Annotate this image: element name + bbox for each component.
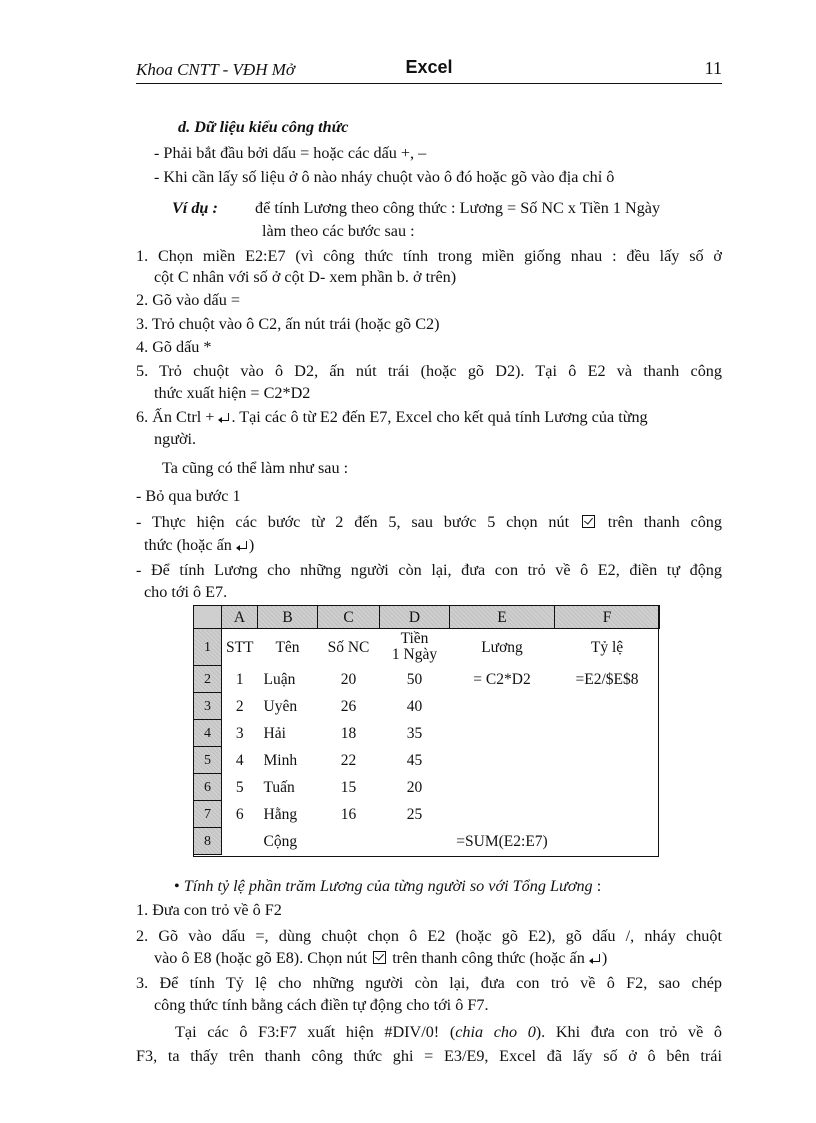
cell: Tên — [275, 638, 300, 656]
row-header: 5 — [194, 747, 222, 774]
cell — [450, 720, 555, 747]
rule-bullet-1: - Phải bắt đầu bởi dấu = hoặc các dấu +, – — [154, 144, 427, 162]
alt-step-1: - Bỏ qua bước 1 — [136, 487, 241, 505]
final-para-line-2: F3, ta thấy trên thanh công thức ghi = E3/E9, Excel đã lấy số ở ô bên trái — [136, 1047, 722, 1065]
cell-line: Tiền — [400, 630, 429, 648]
final-para-suffix: ). Khi đưa con trỏ về ô — [535, 1023, 723, 1041]
table-row — [194, 720, 660, 747]
percent-step-3-line-1: 3. Để tính Tỷ lệ cho những người còn lại, đưa con trỏ về ô F2, sao chép — [136, 974, 722, 992]
cell: Hải — [263, 724, 286, 742]
header-faculty: Khoa CNTT - VĐH Mở — [136, 60, 295, 79]
alt-step-2b-suffix: ) — [248, 536, 255, 554]
checkmark-button-icon — [582, 515, 595, 528]
section-title: d. Dữ liệu kiểu công thức — [178, 118, 349, 136]
header-rule — [136, 83, 722, 84]
cell: 2 — [235, 697, 244, 715]
step-1-line-1: 1. Chọn miền E2:E7 (vì công thức tính trong miền giống nhau : đều lấy số ở — [136, 247, 722, 265]
percent-step-2b-end: ) — [601, 949, 608, 967]
cell — [450, 747, 555, 774]
cell: Lương — [481, 638, 523, 656]
cell: Luận — [263, 670, 296, 688]
cell: =SUM(E2:E7) — [456, 832, 548, 850]
cell: 35 — [406, 724, 423, 742]
alt-step-2-suffix: trên thanh công — [607, 513, 722, 531]
row-header: 7 — [194, 801, 222, 828]
alt-intro: Ta cũng có thể làm như sau : — [162, 459, 349, 477]
column-header: F — [555, 606, 660, 629]
page-header — [136, 56, 722, 82]
column-header: C — [318, 606, 380, 629]
final-para-italic: chia cho 0 — [455, 1023, 536, 1041]
percent-title: Tính tỷ lệ phần trăm Lương của từng người so với Tổng Lương — [183, 877, 593, 895]
cell: 1 — [235, 670, 244, 688]
percent-title-colon: : — [592, 877, 602, 895]
alt-step-2-line-2 — [144, 535, 254, 555]
bullet: • — [174, 877, 180, 895]
cell: 50 — [406, 670, 423, 688]
table-row — [194, 801, 660, 828]
cell: 3 — [235, 724, 244, 742]
table-row — [194, 747, 660, 774]
cell: Tỷ lệ — [590, 638, 624, 656]
step-2: 2. Gõ vào dấu = — [136, 291, 240, 309]
step-1-line-2: cột C nhân với số ở cột D- xem phần b. ở trên) — [154, 268, 457, 286]
table-row — [194, 666, 660, 693]
final-para-line-1 — [175, 1022, 722, 1042]
step-6-line-2: người. — [154, 430, 197, 448]
column-header: D — [380, 606, 450, 629]
cell: 25 — [406, 805, 423, 823]
enter-key-icon — [237, 541, 248, 550]
step-4: 4. Gõ dấu * — [136, 338, 212, 356]
cell: 5 — [235, 778, 244, 796]
step-5-line-1: 5. Trỏ chuột vào ô D2, ấn nút trái (hoặc gõ D2). Tại ô E2 và thanh công — [136, 362, 722, 380]
step-5-line-2: thức xuất hiện = C2*D2 — [154, 384, 311, 402]
checkmark-button-icon — [373, 951, 386, 964]
percent-title-line — [174, 876, 601, 896]
cell: Hằng — [263, 805, 298, 823]
page-number: 11 — [704, 58, 722, 78]
cell: Số NC — [327, 638, 370, 656]
cell: 26 — [340, 697, 357, 715]
percent-step-2-line-2 — [154, 948, 607, 968]
cell: 20 — [340, 670, 357, 688]
cell — [222, 828, 258, 855]
cell: 40 — [406, 697, 423, 715]
table-row — [194, 828, 660, 855]
cell — [380, 828, 450, 855]
cell: 22 — [340, 751, 357, 769]
cell: = C2*D2 — [473, 670, 531, 688]
table-row — [194, 629, 660, 666]
row-header: 1 — [194, 629, 222, 666]
table-row — [194, 774, 660, 801]
cell: Cộng — [263, 832, 298, 850]
step-3: 3. Trỏ chuột vào ô C2, ấn nút trái (hoặc gõ C2) — [136, 315, 440, 333]
cell: Uyên — [263, 697, 298, 715]
cell — [555, 801, 660, 828]
alt-step-3-line-2: cho tới ô E7. — [144, 583, 228, 601]
cell: 6 — [235, 805, 244, 823]
cell: 16 — [340, 805, 357, 823]
percent-step-2b-prefix: vào ô E8 (hoặc gõ E8). Chọn nút — [154, 949, 368, 967]
cell — [450, 774, 555, 801]
row-header: 8 — [194, 828, 222, 855]
spreadsheet-table — [193, 605, 660, 855]
rule-bullet-2: - Khi cần lấy số liệu ở ô nào nháy chuột vào ô đó hoặc gõ vào địa chỉ ô — [154, 168, 615, 186]
cell — [555, 693, 660, 720]
cell — [555, 828, 660, 855]
example-line-1: để tính Lương theo công thức : Lương = Số NC x Tiền 1 Ngày — [255, 199, 661, 217]
cell — [555, 747, 660, 774]
row-header: 6 — [194, 774, 222, 801]
enter-key-icon — [219, 413, 230, 422]
table-row — [194, 693, 660, 720]
cell: 20 — [406, 778, 423, 796]
percent-step-2-line-1: 2. Gõ vào dấu =, dùng chuột chọn ô E2 (hoặc gõ E2), gõ dấu /, nháy chuột — [136, 927, 722, 945]
row-header: 2 — [194, 666, 222, 693]
step-6-suffix: . Tại các ô từ E2 đến E7, Excel cho kết quả tính Lương của từng — [231, 408, 648, 426]
cell — [380, 629, 450, 666]
enter-key-icon — [590, 954, 601, 963]
example-line-2: làm theo các bước sau : — [262, 222, 415, 240]
step-6-line-1 — [136, 407, 722, 427]
cell — [450, 801, 555, 828]
cell: Tuấn — [263, 778, 295, 796]
cell: =E2/$E$8 — [575, 670, 639, 688]
column-header: B — [258, 606, 318, 629]
column-header: A — [222, 606, 258, 629]
cell-line: 1 Ngày — [391, 646, 438, 664]
cell: 4 — [235, 751, 244, 769]
alt-step-2b-prefix: thức (hoặc ấn — [144, 536, 232, 554]
alt-step-2-line-1 — [136, 512, 722, 532]
alt-step-3-line-1: - Để tính Lương cho những người còn lại, đưa con trỏ về ô E2, điền tự động — [136, 561, 722, 579]
cell: 15 — [340, 778, 357, 796]
cell: 45 — [406, 751, 423, 769]
percent-step-3-line-2: công thức tính bằng cách điền tự động cho tới ô F7. — [154, 996, 489, 1014]
percent-step-1: 1. Đưa con trỏ về ô F2 — [136, 901, 282, 919]
example-label: Ví dụ : — [172, 199, 218, 217]
percent-step-2b-mid: trên thanh công thức (hoặc ấn — [392, 949, 585, 967]
row-header: 3 — [194, 693, 222, 720]
cell: Minh — [263, 751, 298, 769]
cell — [555, 720, 660, 747]
column-header: E — [450, 606, 555, 629]
cell: STT — [225, 638, 254, 656]
row-header: 4 — [194, 720, 222, 747]
step-6-prefix: 6. Ấn Ctrl + — [136, 408, 219, 426]
column-header-row — [194, 606, 660, 629]
cell — [450, 693, 555, 720]
spreadsheet-example — [193, 605, 659, 857]
final-para-prefix: Tại các ô F3:F7 xuất hiện #DIV/0! ( — [175, 1023, 456, 1041]
corner-cell — [194, 606, 222, 629]
header-title: Excel — [405, 57, 453, 77]
cell — [318, 828, 380, 855]
alt-step-2-prefix: - Thực hiện các bước từ 2 đến 5, sau bước 5 chọn nút — [136, 513, 570, 531]
cell: 18 — [340, 724, 357, 742]
cell — [555, 774, 660, 801]
